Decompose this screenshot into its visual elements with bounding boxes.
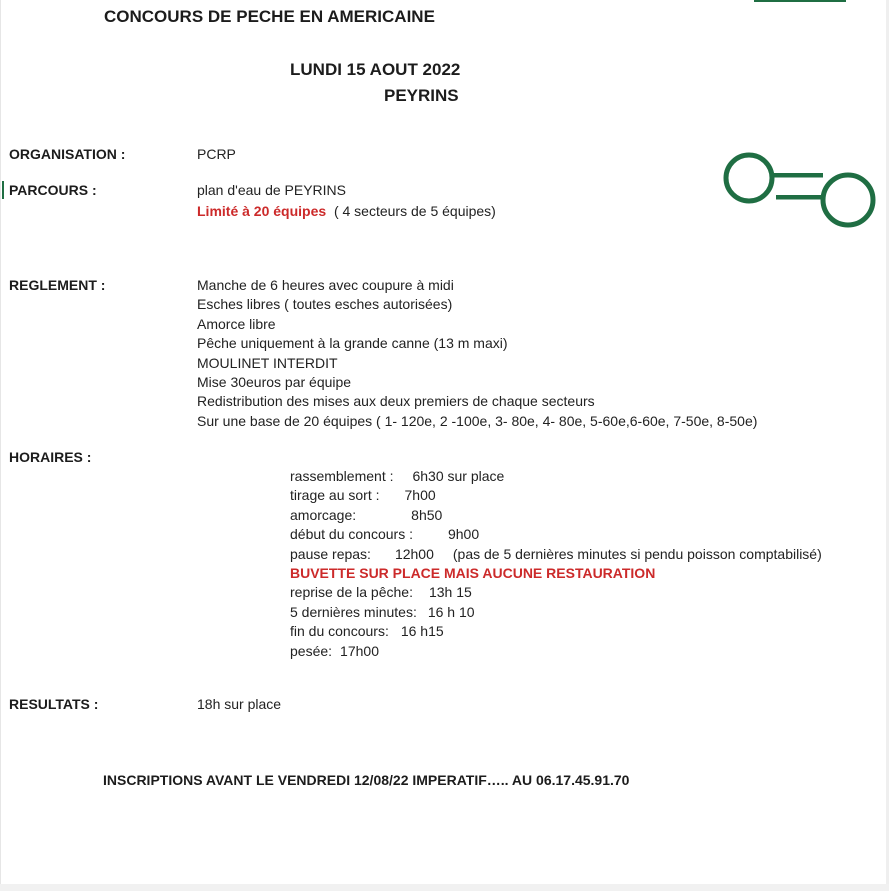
schedule-item	[290, 622, 822, 641]
parcours-limit-line	[197, 203, 496, 219]
team-limit-detail: ( 4 secteurs de 5 équipes)	[333, 203, 496, 219]
schedule-label: reprise de la pêche:	[290, 584, 413, 601]
page-bottom-edge	[0, 884, 889, 891]
page-title: CONCOURS DE PECHE EN AMERICAINE	[104, 7, 435, 26]
reglement-line: Esches libres ( toutes esches autorisées)	[197, 296, 453, 313]
parcours-line: plan d'eau de PEYRINS	[197, 182, 346, 198]
schedule-time: 9h00	[447, 526, 480, 543]
reglement-label: REGLEMENT :	[9, 277, 106, 293]
parcours-label: PARCOURS :	[9, 182, 97, 198]
team-limit: Limité à 20 équipes	[197, 203, 327, 219]
horaires-label: HORAIRES :	[9, 449, 92, 465]
top-right-green-line	[754, 0, 846, 2]
schedule-time: 16 h 10	[427, 603, 475, 620]
event-date: LUNDI 15 AOUT 2022	[290, 60, 461, 79]
schedule-label: pause repas:	[290, 545, 371, 562]
event-place: PEYRINS	[384, 86, 459, 105]
schedule-item	[290, 642, 822, 661]
organisation-value: PCRP	[197, 146, 236, 162]
resultats-label: RESULTATS :	[9, 696, 99, 712]
schedule-item	[290, 525, 822, 544]
reglement-line: Amorce libre	[197, 315, 276, 332]
schedule-label: tirage au sort :	[290, 487, 380, 504]
page-left-edge	[0, 0, 1, 891]
reglement-line: Sur une base de 20 équipes ( 1- 120e, 2 -100e, 3- 80e, 4- 80e, 5-60e,6-60e, 7-50e, 8-50e)	[197, 412, 758, 429]
schedule-item	[290, 583, 822, 602]
schedule-time: 17h00	[340, 642, 379, 659]
schedule-item	[290, 486, 822, 505]
schedule-label: 5 dernières minutes:	[290, 603, 417, 620]
reglement-line: MOULINET INTERDIT	[197, 354, 338, 371]
schedule-item	[290, 506, 822, 525]
schedule-time: 13h 15	[428, 584, 472, 601]
resultats-value: 18h sur place	[197, 696, 282, 712]
inscriptions-notice: INSCRIPTIONS AVANT LE VENDREDI 12/08/22 IMPERATIF….. AU 06.17.45.91.70	[103, 772, 630, 788]
schedule-time: 12h00	[394, 545, 434, 562]
reglement-line: Pêche uniquement à la grande canne (13 m maxi)	[197, 335, 508, 352]
schedule-item	[290, 545, 822, 564]
schedule-item	[290, 603, 822, 622]
reglement-line: Mise 30euros par équipe	[197, 373, 352, 390]
schedule-label: fin du concours:	[290, 623, 389, 640]
schedule-time: 8h50	[411, 506, 443, 523]
buvette-notice: BUVETTE SUR PLACE MAIS AUCUNE RESTAURATION	[290, 564, 656, 581]
schedule-time: 7h00	[404, 487, 436, 504]
schedule-time: 6h30 sur place	[412, 468, 505, 484]
two-circles-logo-icon	[722, 148, 882, 232]
organisation-label: ORGANISATION :	[9, 146, 126, 162]
reglement-line: Redistribution des mises aux deux premiers de chaque secteurs	[197, 393, 595, 410]
schedule-label: rassemblement :	[290, 468, 394, 484]
schedule-label: pesée:	[290, 642, 333, 659]
schedule-label: amorcage:	[290, 506, 357, 523]
horaires-list	[290, 467, 822, 661]
reglement-line: Manche de 6 heures avec coupure à midi	[197, 277, 454, 293]
reglement-list	[197, 276, 757, 431]
left-green-mark	[2, 181, 4, 199]
schedule-item	[290, 467, 822, 486]
schedule-time: 16 h15	[400, 623, 444, 640]
schedule-label: début du concours :	[290, 526, 413, 543]
schedule-note: (pas de 5 dernières minutes si pendu poisson comptabilisé)	[452, 545, 822, 562]
